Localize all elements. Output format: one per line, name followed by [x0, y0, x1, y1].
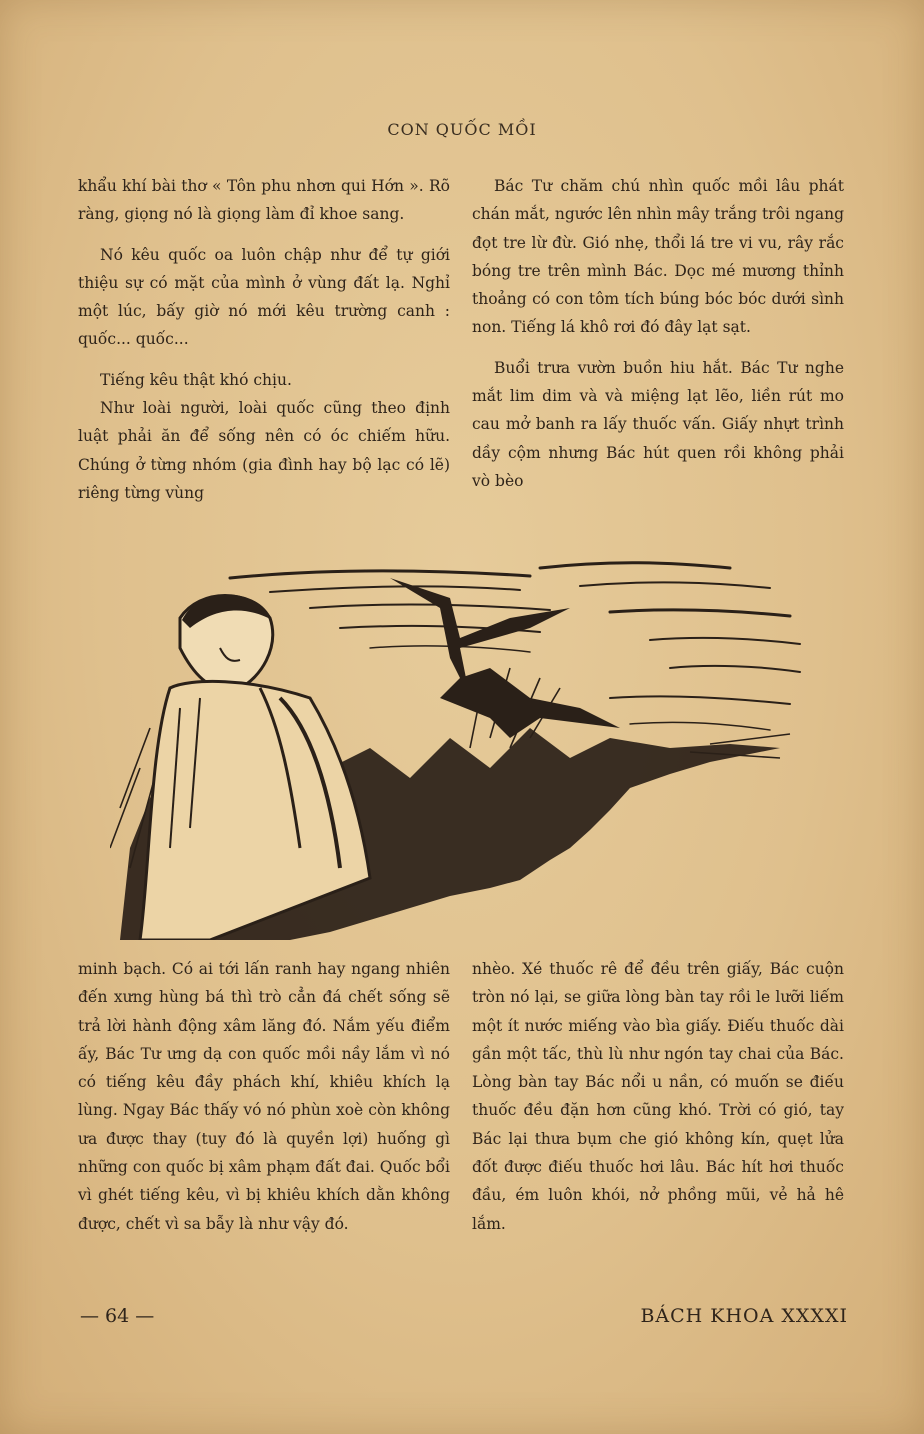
paragraph: khẩu khí bài thơ « Tôn phu nhơn qui Hớn ». Rõ ràng, giọng nó là giọng làm đỉ khoe sang.	[78, 177, 450, 224]
paragraph: minh bạch. Có ai tới lấn ranh hay ngang nhiên đến xưng hùng bá thì trò cẳn đá chết sống sẽ trả lời hành động xâm lăng đó. Nắm yếu điểm ấy, Bác Tư ưng dạ con quốc mồi nầy lắm vì nó có tiếng kêu đầy phách khí, khiêu khích lạ lùng. Ngay Bác thấy vó nó phùn xoè còn không ưa được thay (tuy đó là quyền lợi) huống gì những con quốc bị xâm phạm đất đai. Quốc bổi vì ghét tiếng kêu, vì bị khiêu khích dằn không được, chết vì sa bẫy là như vậy đó.	[78, 960, 450, 1233]
illustration-man-and-birds	[110, 548, 810, 940]
paragraph: Như loài người, loài quốc cũng theo định luật phải ăn để sống nên có óc chiếm hữu. Chúng ở từng nhóm (gia đình hay bộ lạc có lẽ) riêng từng vùng	[78, 399, 450, 502]
column-bottom-left	[78, 955, 450, 1238]
column-bottom-right	[472, 955, 844, 1238]
page-number: — 64 —	[80, 1305, 155, 1327]
publication-title: BÁCH KHOA XXXXI	[640, 1305, 848, 1327]
paragraph: Tiếng kêu thật khó chịu.	[100, 370, 292, 389]
column-top-left	[78, 172, 450, 507]
paragraph: nhèo. Xé thuốc rê để đều trên giấy, Bác cuộn tròn nó lại, se giữa lòng bàn tay rồi le lưỡi liếm một ít nước miếng vào bìa giấy. Điếu thuốc dài gần một tấc, thù lù như ngón tay chai của Bác. Lòng bàn tay Bác nổi u nần, có muốn se điếu thuốc đều đặn hơn cũng khó. Trời có gió, tay Bác lại thưa bụm che gió không kín, quẹt lửa đốt được điếu thuốc hơi lâu. Bác hít hơi thuốc đầu, ém luôn khói, nở phồng mũi, vẻ hả hê lắm.	[472, 960, 844, 1233]
column-top-right	[472, 172, 844, 495]
paragraph: Nó kêu quốc oa luôn chập như để tự giới thiệu sự có mặt của mình ở vùng đất lạ. Nghỉ một lúc, bấy giờ nó mới kêu trường canh : quốc... quốc...	[78, 245, 450, 349]
paragraph: Bác Tư chăm chú nhìn quốc mồi lâu phát chán mắt, ngước lên nhìn mây trắng trôi ngang đọt tre lừ đừ. Gió nhẹ, thổi lá tre vi vu, rây rắc bóng tre trên mình Bác. Dọc mé mương thỉnh thoảng có con tôm tích búng bóc bóc dưới sình non. Tiếng lá khô rơi đó đây lạt sạt.	[472, 177, 844, 337]
paragraph: Buổi trưa vườn buồn hiu hắt. Bác Tư nghe mắt lim dim và và miệng lạt lẽo, liền rút mo cau mở banh ra lấy thuốc vấn. Giấy nhựt trình dầy cộm nhưng Bác hút quen rồi không phải vò bèo	[472, 358, 844, 490]
running-title: CON QUỐC MỒI	[387, 120, 537, 139]
